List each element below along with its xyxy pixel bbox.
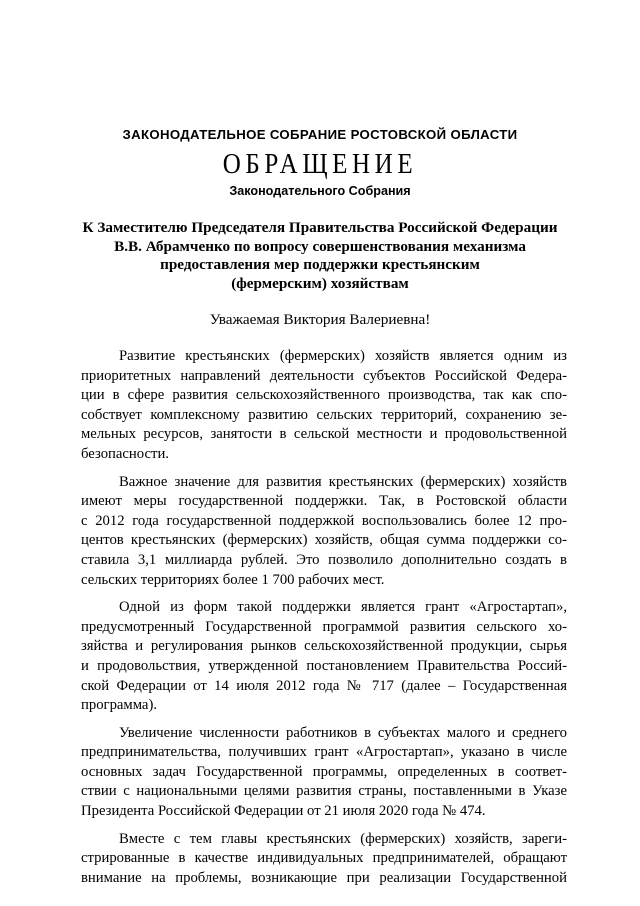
document-subject <box>60 219 580 294</box>
text-line: имеют меры государственной поддержки. Так, в Ростовской области <box>81 493 567 510</box>
text-line: приоритетных направлений деятельности субъектов Российской Федера- <box>81 367 567 384</box>
paragraph <box>81 473 567 591</box>
text-line: Развитие крестьянских (фермерских) хозяйств является одним из <box>119 348 567 364</box>
text-line: основных задач Государственной программы, определенных в соответ- <box>81 763 567 780</box>
subject-line: предоставления мер поддержки крестьянским <box>160 256 480 274</box>
paragraph <box>81 830 567 889</box>
text-line: Одной из форм такой поддержки является грант «Агростартап», <box>119 599 567 616</box>
text-line: внимание на проблемы, возникающие при реализации Государственной <box>81 869 567 886</box>
salutation: Уважаемая Виктория Валериевна! <box>209 311 431 328</box>
text-line: ставила 3,1 миллиарда рублей. Это позволило дополнительно создать в <box>81 551 567 568</box>
organization-name: ЗАКОНОДАТЕЛЬНОЕ СОБРАНИЕ РОСТОВСКОЙ ОБЛАСТИ <box>122 127 518 142</box>
paragraph <box>81 598 567 716</box>
text-line: Увеличение численности работников в субъектах малого и среднего <box>119 724 567 741</box>
text-line: предусмотренный Государственной программой развития сельского хо- <box>81 618 567 635</box>
text-line: стрированные в качестве индивидуальных предпринимателей, обращают <box>81 850 567 867</box>
text-line: безопасности. <box>81 445 169 462</box>
paragraph <box>81 724 567 822</box>
document-author: Законодательного Собрания <box>229 184 411 198</box>
text-line: центов крестьянских (фермерских) хозяйств, общая сумма поддержки со- <box>81 532 567 549</box>
text-line: мельных ресурсов, занятости в сельской местности и продовольственной <box>81 426 567 443</box>
text-line: Вместе с тем главы крестьянских (фермерских) хозяйств, зареги- <box>119 830 567 847</box>
text-line: и продовольствия, утвержденной постановлением Правительства Россий- <box>81 657 567 674</box>
text-line: программа). <box>81 697 158 714</box>
text-line: Президента Российской Федерации от 21 июля 2020 года № 474. <box>81 803 486 820</box>
text-line: Важное значение для развития крестьянских (фермерских) хозяйств <box>119 473 567 490</box>
text-line: ции в сфере развития сельскохозяйственного производства, так как спо- <box>81 387 567 404</box>
text-line: с 2012 года государственной поддержкой воспользовались более 12 про- <box>81 512 567 529</box>
text-line: зяйства и регулирования рынков сельскохозяйственной продукции, сырья <box>81 638 567 655</box>
paragraph <box>81 347 567 465</box>
subject-line: К Заместителю Председателя Правительства Российской Федерации <box>82 219 558 236</box>
subject-line: В.В. Абрамченко по вопросу совершенствования механизма <box>114 237 526 255</box>
text-line: ской Федерации от 14 июля 2012 года № 717 (далее – Государственная <box>81 677 567 694</box>
text-line: сельских территориях более 1 700 рабочих мест. <box>81 571 385 588</box>
document-body <box>81 347 567 896</box>
text-line: ствии с национальными целями развития страны, поставленными в Указе <box>81 783 567 800</box>
subject-line: (фермерским) хозяйствам <box>231 275 409 293</box>
document-type-title: ОБРАЩЕНИЕ <box>222 149 418 180</box>
text-line: собствует комплексному развитию сельских территорий, сохранению зе- <box>81 406 567 423</box>
text-line: предпринимательства, получивших грант «Агростартап», указано в числе <box>81 744 567 761</box>
